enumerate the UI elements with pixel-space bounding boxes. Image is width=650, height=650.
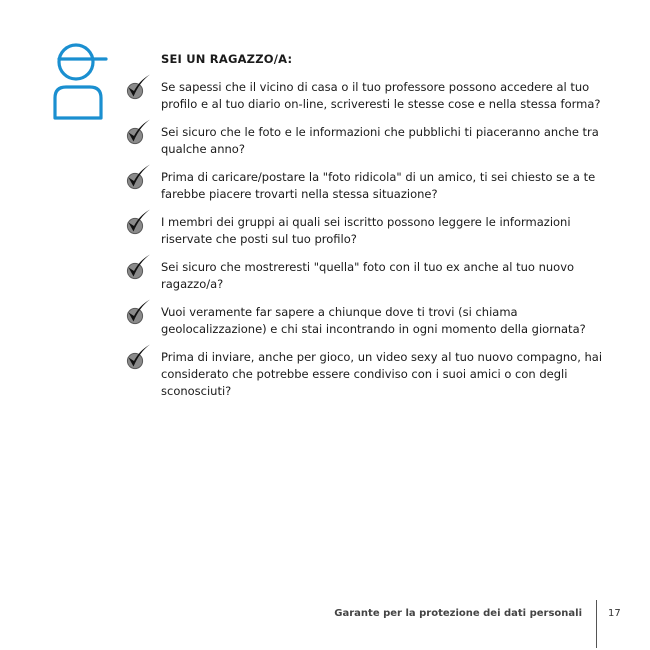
checkmark-icon (124, 298, 154, 326)
list-item (120, 259, 620, 293)
question-list (120, 79, 620, 411)
checkmark-icon (124, 118, 154, 146)
item-text: Prima di inviare, anche per gioco, un video sexy al tuo nuovo compagno, hai considerato che potrebbe essere condiviso con i suoi amici o con degli sconosciuti? (161, 350, 603, 398)
section-heading: SEI UN RAGAZZO/A: (161, 52, 293, 66)
list-item (120, 79, 620, 113)
item-text: I membri dei gruppi ai quali sei iscritto possono leggere le informazioni riservate che posti sul tuo profilo? (161, 215, 571, 246)
checkmark-icon (124, 343, 154, 371)
item-text: Sei sicuro che le foto e le informazioni che pubblichi ti piaceranno anche tra qualche anno? (161, 125, 599, 156)
list-item (120, 124, 620, 158)
checkmark-icon (124, 73, 154, 101)
page-number: 17 (608, 608, 621, 619)
list-item (120, 169, 620, 203)
list-item (120, 304, 620, 338)
item-text: Sei sicuro che mostreresti "quella" foto con il tuo ex anche al tuo nuovo ragazzo/a? (161, 260, 575, 291)
checkmark-icon (124, 163, 154, 191)
page-footer (0, 600, 650, 650)
list-item (120, 214, 620, 248)
item-text: Se sapessi che il vicino di casa o il tuo professore possono accedere al tuo profilo e al tuo diario on-line, scriveresti le stesse cose e nella stessa forma? (161, 80, 601, 111)
checkmark-icon (124, 253, 154, 281)
footer-publisher: Garante per la protezione dei dati personali (334, 608, 582, 619)
item-text: Vuoi veramente far sapere a chiunque dove ti trovi (si chiama geolocalizzazione) e chi stai incontrando in ogni momento della giornata? (161, 305, 586, 336)
item-text: Prima di caricare/postare la "foto ridicola" di un amico, ti sei chiesto se a te farebbe piacere trovarti nella stessa situazione? (161, 170, 596, 201)
footer-divider (596, 600, 597, 648)
checkmark-icon (124, 208, 154, 236)
list-item (120, 349, 620, 400)
boy-with-cap-icon (48, 38, 110, 122)
